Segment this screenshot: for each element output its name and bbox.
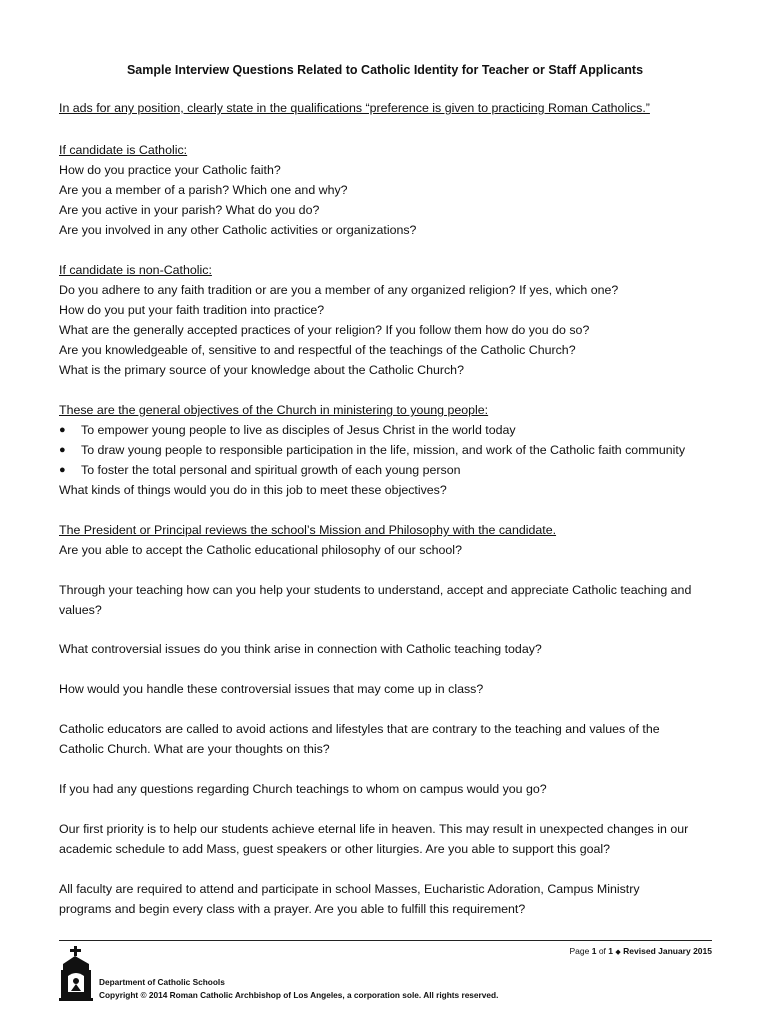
non-catholic-question: How do you put your faith tradition into practice? [59, 303, 325, 317]
revised-date: Revised January 2015 [623, 946, 712, 956]
question-paragraph-line: Catholic Church. What are your thoughts on this? [59, 742, 330, 756]
question-paragraph-line: Catholic educators are called to avoid actions and lifestyles that are contrary to the teaching and values of the [59, 722, 660, 736]
page-info [570, 946, 712, 956]
catholic-question: Are you active in your parish? What do you do? [59, 203, 320, 217]
non-catholic-question: What are the generally accepted practices of your religion? If you follow them how do you do so? [59, 323, 590, 337]
mission-question: Are you able to accept the Catholic educational philosophy of our school? [59, 543, 462, 557]
question-paragraph-line: Through your teaching how can you help your students to understand, accept and appreciate Catholic teaching and [59, 583, 692, 597]
archdiocese-logo-icon [59, 946, 93, 1002]
catholic-question: How do you practice your Catholic faith? [59, 163, 281, 177]
catholic-heading: If candidate is Catholic: [59, 143, 188, 157]
objective-bullet: To empower young people to live as disciples of Jesus Christ in the world today [81, 423, 516, 437]
page-title: Sample Interview Questions Related to Catholic Identity for Teacher or Staff Applicants [126, 63, 644, 77]
question-paragraph-line: values? [59, 603, 102, 617]
question-paragraph-line: Our first priority is to help our students achieve eternal life in heaven. This may result in unexpected changes in our [59, 822, 689, 836]
non-catholic-heading: If candidate is non-Catholic: [59, 263, 212, 277]
objective-bullet: To foster the total personal and spiritual growth of each young person [81, 463, 461, 477]
non-catholic-question: Are you knowledgeable of, sensitive to and respectful of the teachings of the Catholic Church? [59, 343, 576, 357]
question-paragraph-line: academic schedule to add Mass, guest speakers or other liturgies. Are you able to support this goal? [59, 842, 611, 856]
page-total: 1 [608, 946, 614, 956]
catholic-question: Are you a member of a parish? Which one and why? [59, 183, 348, 197]
bullet-icon: ● [59, 444, 66, 456]
intro-note: In ads for any position, clearly state in the qualifications “preference is given to practicing Roman Catholics.” [59, 101, 650, 115]
bullet-icon: ● [59, 464, 66, 476]
bullet-icon: ● [59, 424, 66, 436]
page-number: 1 [591, 946, 597, 956]
question-paragraph-line: All faculty are required to attend and participate in school Masses, Eucharistic Adoration, Campus Ministry [59, 882, 640, 896]
question-paragraph-line: programs and begin every class with a prayer. Are you able to fulfill this requirement? [59, 902, 526, 916]
department-name: Department of Catholic Schools [99, 977, 225, 987]
copyright-notice: Copyright © 2014 Roman Catholic Archbishop of Los Angeles, a corporation sole. All rights reserved. [99, 990, 499, 1000]
catholic-question: Are you involved in any other Catholic activities or organizations? [59, 223, 417, 237]
objectives-question: What kinds of things would you do in this job to meet these objectives? [59, 483, 447, 497]
non-catholic-question: Do you adhere to any faith tradition or are you a member of any organized religion? If yes, which one? [59, 283, 619, 297]
page-prefix: Page [569, 946, 592, 956]
non-catholic-question: What is the primary source of your knowledge about the Catholic Church? [59, 363, 464, 377]
question-paragraph-line: What controversial issues do you think arise in connection with Catholic teaching today? [59, 642, 542, 656]
footer-divider [59, 940, 712, 941]
question-paragraph-line: How would you handle these controversial issues that may come up in class? [59, 682, 484, 696]
page-of: of [596, 946, 609, 956]
diamond-separator-icon: ◆ [615, 949, 621, 956]
mission-heading: The President or Principal reviews the school’s Mission and Philosophy with the candidate. [59, 523, 557, 537]
objective-bullet: To draw young people to responsible participation in the life, mission, and work of the Catholic faith community [81, 443, 686, 457]
objectives-heading: These are the general objectives of the Church in ministering to young people: [59, 403, 489, 417]
question-paragraph-line: If you had any questions regarding Church teachings to whom on campus would you go? [59, 782, 547, 796]
